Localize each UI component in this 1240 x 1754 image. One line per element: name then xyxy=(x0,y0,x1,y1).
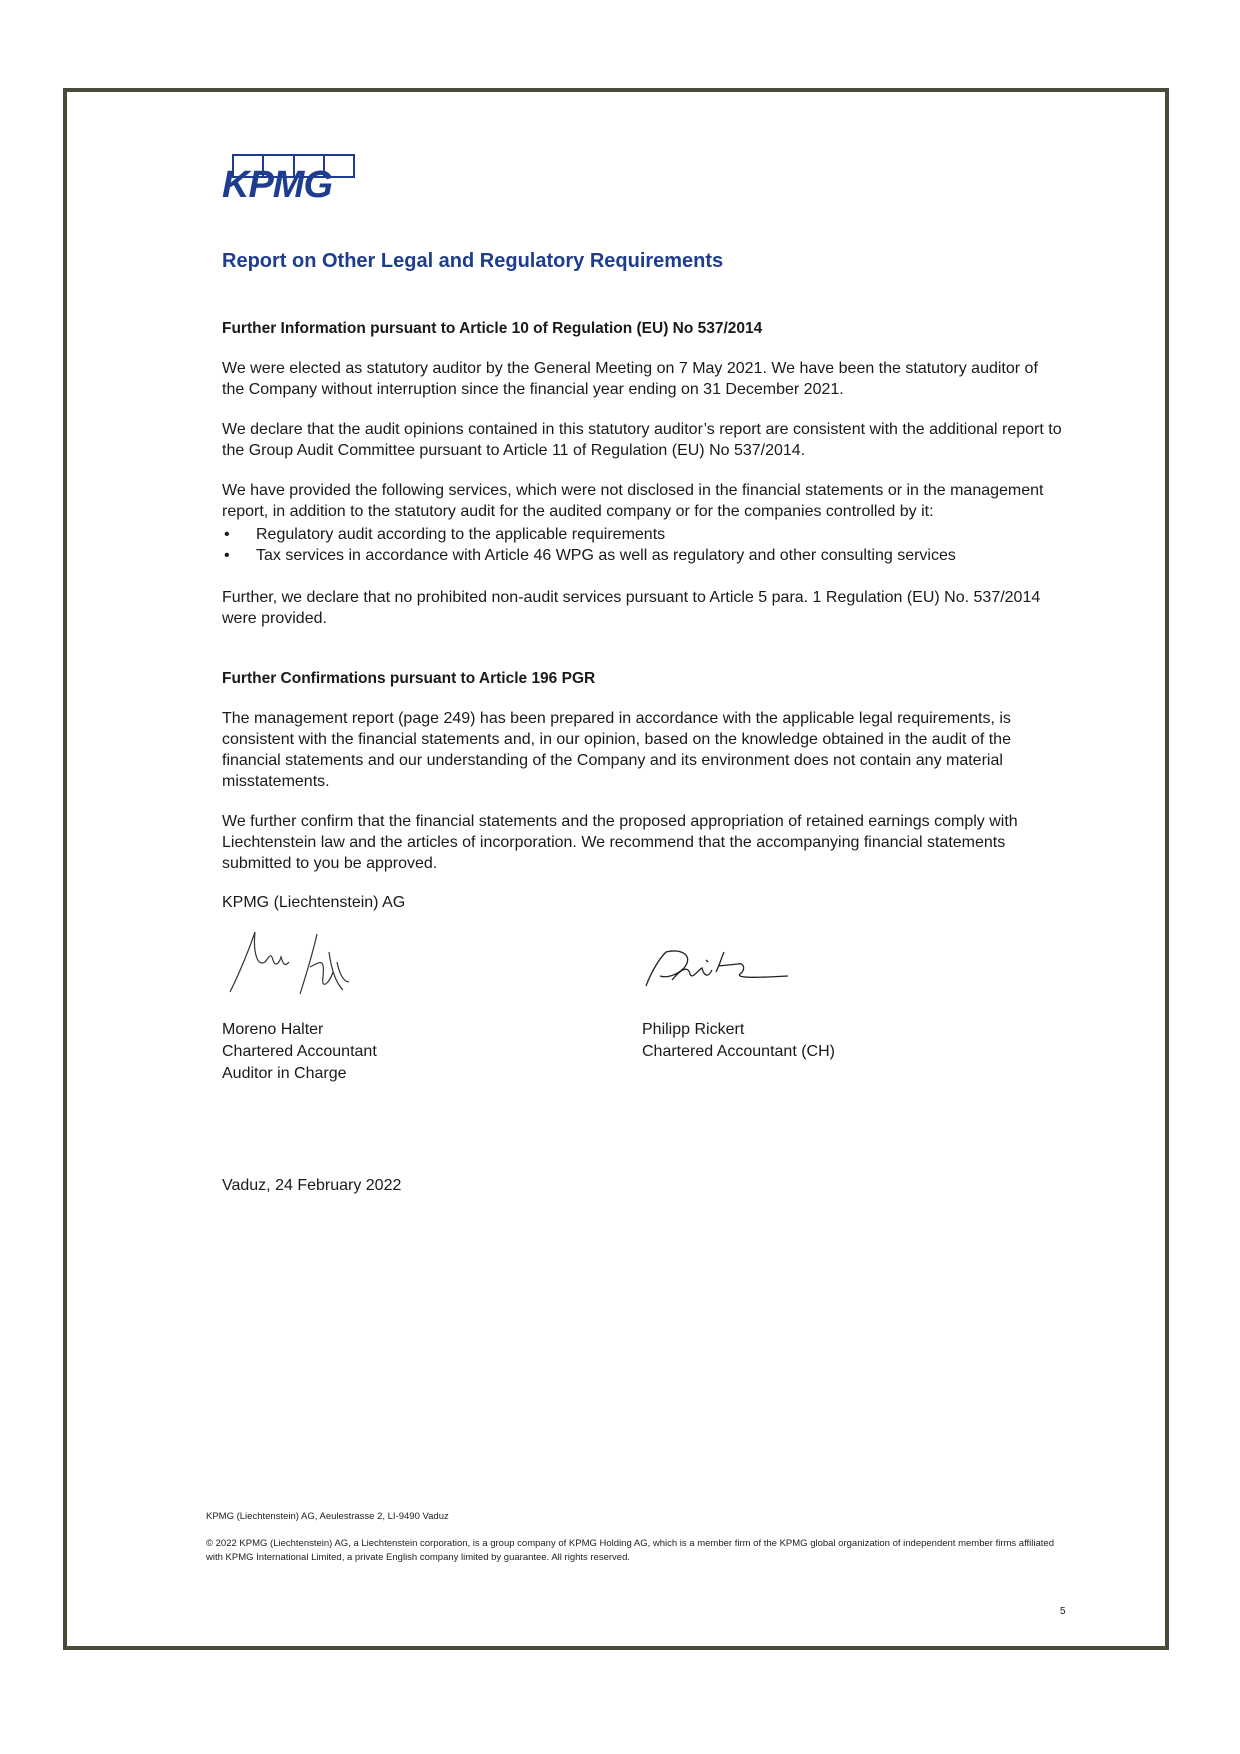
firm-name: KPMG (Liechtenstein) AG xyxy=(222,894,406,911)
signature-halter xyxy=(225,922,365,1002)
list-item: • Regulatory audit according to the applicable requirements xyxy=(222,524,1062,545)
section2-heading: Further Confirmations pursuant to Article 196 PGR xyxy=(222,670,596,687)
section1-paragraph-2: We declare that the audit opinions contained in this statutory auditor’s report are consistent with the additional report to the Group Audit Committee pursuant to Article 11 of Regulation (EU) No 537/2014. xyxy=(222,421,1062,459)
kpmg-logo xyxy=(222,154,357,212)
place-date: Vaduz, 24 February 2022 xyxy=(222,1177,402,1194)
footer-copyright: © 2022 KPMG (Liechtenstein) AG, a Liechtenstein corporation, is a group company of KPMG Holding AG, which is a member firm of the KPMG global organization of independent member firms affiliated with KPMG International Limited, a private English company limited by guarantee. All rights reserved. xyxy=(206,1538,1054,1563)
signature-rickert xyxy=(642,940,792,1000)
signer-title: Chartered Accountant (CH) xyxy=(642,1043,835,1060)
page-title: Report on Other Legal and Regulatory Requirements xyxy=(222,250,724,272)
signer-role: Auditor in Charge xyxy=(222,1065,347,1082)
signer-title: Chartered Accountant xyxy=(222,1043,377,1060)
logo-text: KPMG xyxy=(222,164,332,206)
section2-paragraph-2: We further confirm that the financial statements and the proposed appropriation of retained earnings comply with Liechtenstein law and the articles of incorporation. We recommend that the accompanying financial statements submitted to you be approved. xyxy=(222,813,1018,872)
section2-paragraph-1: The management report (page 249) has been prepared in accordance with the applicable legal requirements, is consistent with the financial statements and, in our opinion, based on the knowledge obtained in the audit of the financial statements and our understanding of the Company and its environment does not contain any material misstatements. xyxy=(222,710,1011,790)
signer-rickert xyxy=(642,1019,835,1063)
services-list xyxy=(222,524,1062,566)
list-item: • Tax services in accordance with Article 46 WPG as well as regulatory and other consulting services xyxy=(222,545,1062,566)
signer-halter xyxy=(222,1019,377,1085)
page-number: 5 xyxy=(1060,1606,1066,1617)
signer-name: Philipp Rickert xyxy=(642,1021,745,1038)
section1-paragraph-4: Further, we declare that no prohibited non-audit services pursuant to Article 5 para. 1 Regulation (EU) No. 537/2014 were provided. xyxy=(222,589,1041,627)
signer-name: Moreno Halter xyxy=(222,1021,324,1038)
footer-address: KPMG (Liechtenstein) AG, Aeulestrasse 2, LI-9490 Vaduz xyxy=(206,1511,449,1522)
section1-heading: Further Information pursuant to Article 10 of Regulation (EU) No 537/2014 xyxy=(222,320,763,337)
section1-paragraph-1: We were elected as statutory auditor by the General Meeting on 7 May 2021. We have been the statutory auditor of the Company without interruption since the financial year ending on 31 December 2021. xyxy=(222,360,1038,398)
section1-paragraph-3: We have provided the following services, which were not disclosed in the financial statements or in the management report, in addition to the statutory audit for the audited company or for the companies controlled by it: xyxy=(222,482,1044,520)
